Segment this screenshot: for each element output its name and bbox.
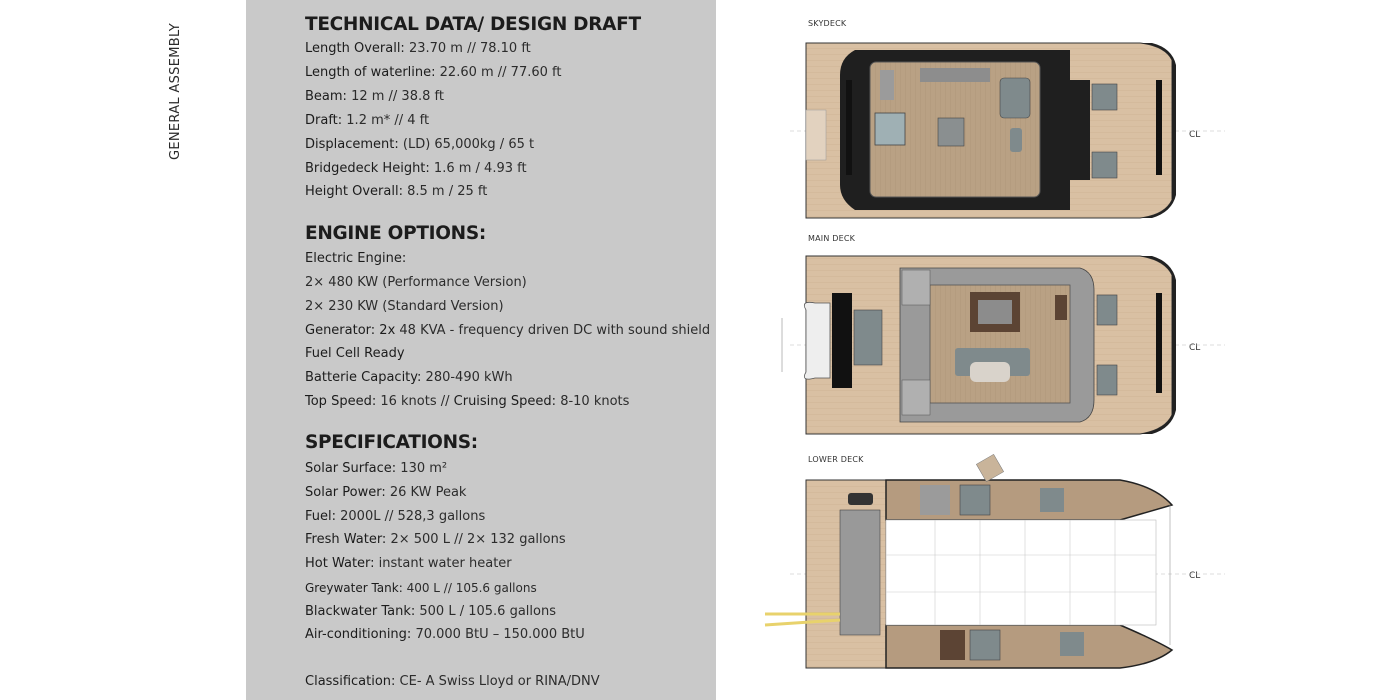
spec-hot-water: Hot Water: instant water heater	[305, 556, 512, 571]
engine-performance: 2× 480 KW (Performance Version)	[305, 275, 527, 290]
spec-blackwater: Blackwater Tank: 500 L / 105.6 gallons	[305, 604, 556, 619]
engine-electric-label: Electric Engine:	[305, 251, 407, 266]
cl-lower-deck-label: CL	[1189, 571, 1201, 581]
spec-classification: Classification: CE- A Swiss Lloyd or RINA/DNV	[305, 674, 600, 689]
skydeck-plan	[806, 43, 1176, 218]
engine-fuel-cell: Fuel Cell Ready	[305, 346, 405, 361]
spec-fuel: Fuel: 2000L // 528,3 gallons	[305, 509, 486, 524]
engine-speed: Top Speed: 16 knots // Cruising Speed: 8-10 knots	[305, 394, 630, 409]
spec-panel	[246, 0, 716, 700]
spec-row-beam: Beam: 12 m // 38.8 ft	[305, 89, 444, 104]
main-deck-label: MAIN DECK	[808, 234, 856, 243]
spec-row-displacement: Displacement: (LD) 65,000kg / 65 t	[305, 137, 535, 152]
general-assembly-label: GENERAL ASSEMBLY	[168, 22, 183, 160]
main-deck-plan	[782, 256, 1176, 434]
spec-row-height-overall: Height Overall: 8.5 m / 25 ft	[305, 184, 488, 199]
engine-standard: 2× 230 KW (Standard Version)	[305, 299, 504, 314]
deck-plan-drawing	[760, 0, 1240, 700]
spec-row-bridgedeck: Bridgedeck Height: 1.6 m / 4.93 ft	[305, 161, 527, 176]
spec-row-length-overall: Length Overall: 23.70 m // 78.10 ft	[305, 41, 531, 56]
spec-row-waterline: Length of waterline: 22.60 m // 77.60 ft	[305, 65, 562, 80]
spec-fresh-water: Fresh Water: 2× 500 L // 2× 132 gallons	[305, 532, 566, 547]
spec-solar-power: Solar Power: 26 KW Peak	[305, 485, 467, 500]
spec-row-draft: Draft: 1.2 m* // 4 ft	[305, 113, 430, 128]
cl-main-deck-label: CL	[1189, 343, 1201, 353]
engine-battery: Batterie Capacity: 280-490 kWh	[305, 370, 513, 385]
engine-options-title: ENGINE OPTIONS:	[305, 223, 486, 244]
spec-solar-surface: Solar Surface: 130 m²	[305, 461, 448, 476]
deck-plans-svg	[760, 0, 1240, 700]
lower-deck-plan	[765, 454, 1172, 668]
skydeck-label: SKYDECK	[808, 19, 847, 28]
engine-generator: Generator: 2x 48 KVA - frequency driven DC with sound shield	[305, 323, 711, 338]
cl-skydeck-label: CL	[1189, 130, 1201, 140]
technical-data-title: TECHNICAL DATA/ DESIGN DRAFT	[305, 14, 641, 35]
spec-air-conditioning: Air-conditioning: 70.000 BtU – 150.000 BtU	[305, 627, 585, 642]
lower-deck-label: LOWER DECK	[808, 455, 864, 464]
specifications-title: SPECIFICATIONS:	[305, 432, 478, 453]
spec-greywater: Greywater Tank: 400 L // 105.6 gallons	[305, 581, 537, 595]
